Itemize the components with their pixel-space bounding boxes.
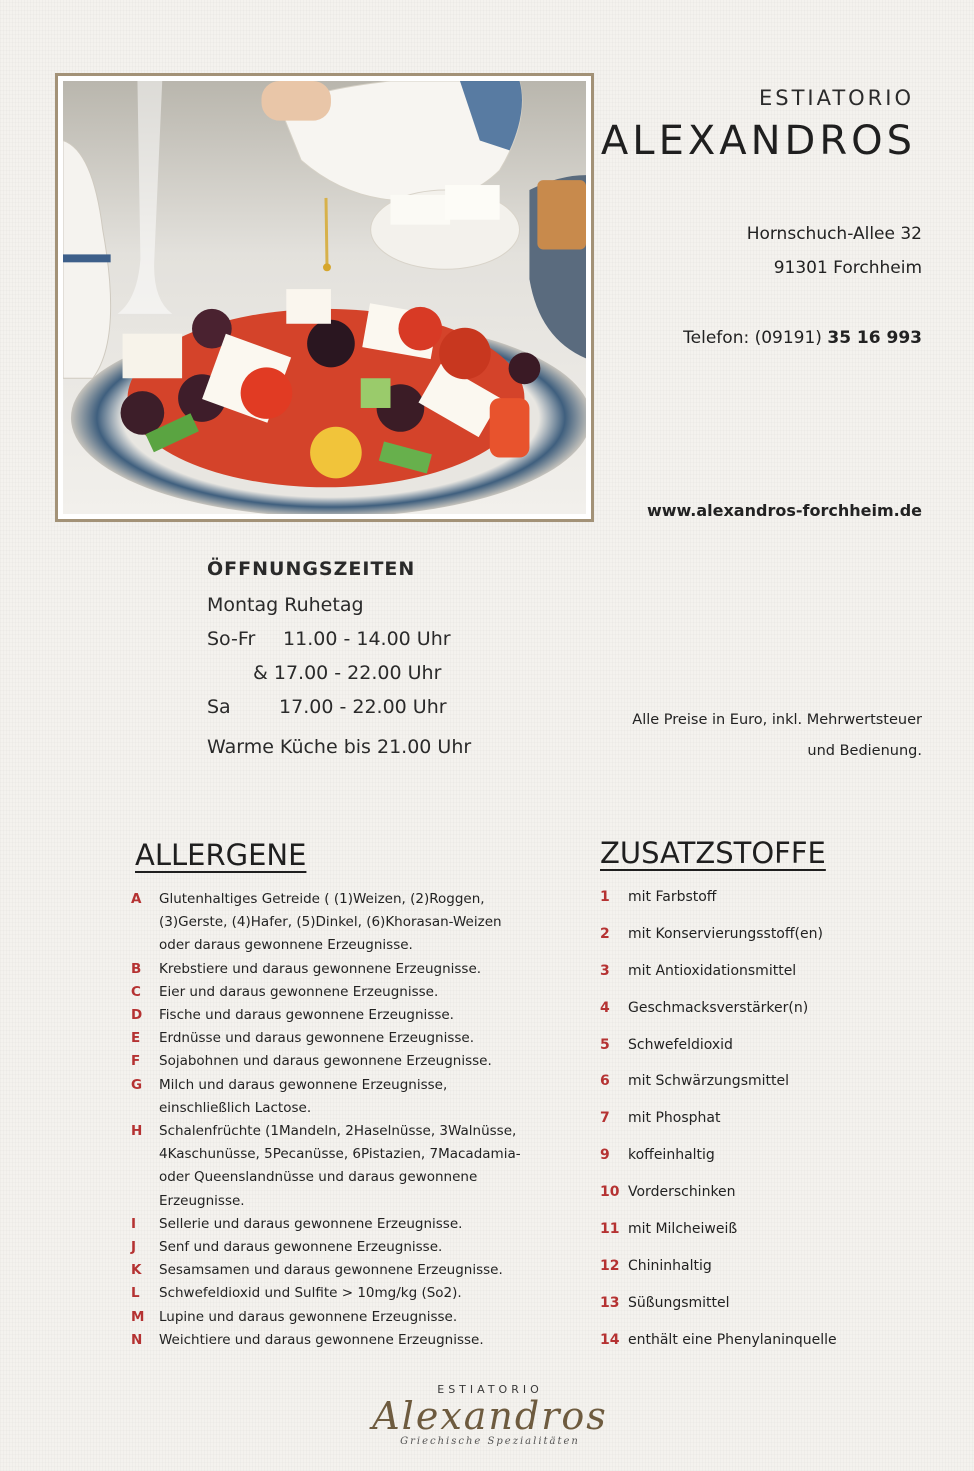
- allergen-item: [128, 1329, 548, 1352]
- allergen-item: [128, 1282, 548, 1305]
- allergen-text: Schalenfrüchte (1Mandeln, 2Haselnüsse, 3Walnüsse,: [159, 1123, 517, 1140]
- additive-text: Chininhaltig: [628, 1257, 712, 1274]
- allergen-text: Sesamsamen und daraus gewonnene Erzeugnisse.: [159, 1262, 503, 1279]
- additive-item: [598, 1140, 898, 1177]
- hours-sa-time: 17.00 - 22.00 Uhr: [279, 696, 447, 718]
- allergen-item: [128, 1027, 548, 1050]
- additive-number: 5: [600, 1036, 610, 1053]
- additive-number: 3: [600, 962, 610, 979]
- food-photo: [55, 73, 594, 522]
- allergen-text: oder Queenslandnüsse und daraus gewonnene: [159, 1169, 478, 1186]
- additive-text: Süßungsmittel: [628, 1294, 730, 1311]
- allergen-text: Sojabohnen und daraus gewonnene Erzeugnisse.: [159, 1053, 492, 1070]
- logo-script-text: Alexandros: [372, 1394, 608, 1438]
- allergen-item: [128, 1050, 548, 1073]
- allergen-letter: H: [131, 1123, 143, 1140]
- allergen-text: (3)Gerste, (4)Hafer, (5)Dinkel, (6)Khorasan-Weizen: [159, 914, 502, 931]
- additive-number: 9: [600, 1147, 610, 1164]
- allergen-letter: N: [131, 1331, 143, 1348]
- additive-item: [598, 1325, 898, 1362]
- price-note: [632, 705, 922, 767]
- allergen-text: einschließlich Lactose.: [159, 1099, 312, 1116]
- allergen-text: Sellerie und daraus gewonnene Erzeugnisse.: [159, 1215, 463, 1232]
- additive-number: 12: [600, 1257, 620, 1274]
- allergen-text: Eier und daraus gewonnene Erzeugnisse.: [159, 983, 439, 1000]
- additive-item: [598, 919, 898, 956]
- allergen-item: [128, 1004, 548, 1027]
- allergen-item: [128, 1259, 548, 1282]
- allergen-text: oder daraus gewonnene Erzeugnisse.: [159, 937, 413, 954]
- address-city: 91301 Forchheim: [773, 258, 922, 278]
- additive-item: [598, 956, 898, 993]
- brand-title: ALEXANDROS: [600, 118, 916, 164]
- additive-text: mit Konservierungsstoff(en): [628, 925, 823, 942]
- hours-monday: Montag Ruhetag: [207, 594, 364, 616]
- additive-number: 4: [600, 999, 610, 1016]
- opening-hours: [207, 558, 471, 764]
- phone-number[interactable]: 35 16 993: [827, 328, 922, 348]
- additives-list: [598, 882, 898, 1362]
- additive-number: 2: [600, 925, 610, 942]
- hours-warm-kitchen: Warme Küche bis 21.00 Uhr: [207, 736, 472, 758]
- hours-sofr-evening: [207, 656, 471, 690]
- allergen-item: [128, 1074, 548, 1120]
- additive-number: 6: [600, 1073, 610, 1090]
- allergen-text: Milch und daraus gewonnene Erzeugnisse,: [159, 1076, 448, 1093]
- additive-text: mit Schwärzungsmittel: [628, 1073, 789, 1090]
- allergen-letter: A: [131, 891, 142, 907]
- allergene-title: ALLERGENE: [135, 838, 307, 872]
- address-street: Hornschuch-Allee 32: [746, 224, 922, 244]
- additive-text: mit Milcheiweiß: [628, 1221, 738, 1238]
- additive-text: mit Phosphat: [628, 1110, 721, 1127]
- price-note-line2: und Bedienung.: [807, 743, 922, 759]
- additive-item: [598, 1288, 898, 1325]
- hours-sofr-time2: & 17.00 - 22.00 Uhr: [253, 662, 442, 684]
- logo-subtitle: Griechische Spezialitäten: [400, 1436, 580, 1447]
- hours-sofr-time1: 11.00 - 14.00 Uhr: [283, 628, 451, 650]
- additive-item: [598, 1214, 898, 1251]
- additive-item: [598, 1177, 898, 1214]
- additive-item: [598, 1103, 898, 1140]
- allergen-item: [128, 981, 548, 1004]
- allergen-item: [128, 1213, 548, 1236]
- additive-item: [598, 882, 898, 919]
- allergen-text: Glutenhaltiges Getreide ( (1)Weizen, (2)Roggen,: [159, 891, 485, 907]
- allergen-letter: C: [131, 983, 141, 1000]
- additive-item: [598, 993, 898, 1030]
- allergen-text: Fische und daraus gewonnene Erzeugnisse.: [159, 1007, 454, 1024]
- allergen-item: [128, 888, 548, 958]
- additive-number: 13: [600, 1294, 620, 1311]
- zusatzstoffe-title: ZUSATZSTOFFE: [600, 836, 826, 870]
- hours-sofr: [207, 622, 471, 656]
- phone-line: [683, 328, 922, 348]
- additive-text: koffeinhaltig: [628, 1147, 715, 1164]
- allergen-letter: I: [131, 1215, 137, 1232]
- allergen-letter: F: [131, 1053, 141, 1070]
- allergen-list: [128, 888, 548, 1352]
- additive-number: 7: [600, 1110, 610, 1127]
- opening-hours-title: ÖFFNUNGSZEITEN: [207, 558, 416, 580]
- allergen-item: [128, 958, 548, 981]
- allergen-item: [128, 1120, 548, 1213]
- website-link[interactable]: www.alexandros-forchheim.de: [646, 501, 922, 520]
- phone-label: Telefon: (09191): [683, 328, 822, 348]
- restaurant-logo: [360, 1383, 620, 1447]
- additive-number: 1: [600, 889, 610, 905]
- allergen-text: Erzeugnisse.: [159, 1192, 245, 1209]
- allergen-item: [128, 1236, 548, 1259]
- allergen-letter: K: [131, 1262, 142, 1279]
- allergen-text: Senf und daraus gewonnene Erzeugnisse.: [159, 1239, 443, 1256]
- additive-number: 10: [600, 1184, 620, 1201]
- greek-salad-photo: [63, 81, 586, 514]
- allergen-letter: B: [131, 960, 142, 977]
- additive-text: mit Antioxidationsmittel: [628, 962, 797, 979]
- allergen-letter: G: [131, 1076, 143, 1093]
- hours-sa-day: Sa: [207, 696, 231, 718]
- allergen-text: Lupine und daraus gewonnene Erzeugnisse.: [159, 1308, 458, 1325]
- price-note-line1: Alle Preise in Euro, inkl. Mehrwertsteuer: [632, 712, 922, 728]
- additive-number: 14: [600, 1331, 620, 1348]
- allergen-letter: L: [131, 1285, 140, 1302]
- allergen-text: Weichtiere und daraus gewonnene Erzeugnisse.: [159, 1331, 484, 1348]
- allergen-letter: D: [131, 1007, 143, 1024]
- hours-sofr-day: So-Fr: [207, 628, 256, 650]
- additive-item: [598, 1251, 898, 1288]
- additive-text: mit Farbstoff: [628, 889, 717, 905]
- allergen-text: Erdnüsse und daraus gewonnene Erzeugnisse.: [159, 1030, 475, 1047]
- additive-item: [598, 1066, 898, 1103]
- additive-text: Vorderschinken: [628, 1184, 736, 1201]
- allergen-letter: E: [131, 1030, 141, 1047]
- logo-small-text: ESTIATORIO: [437, 1383, 543, 1396]
- allergen-text: Krebstiere und daraus gewonnene Erzeugnisse.: [159, 960, 482, 977]
- allergen-text: Schwefeldioxid und Sulfite > 10mg/kg (So2).: [159, 1285, 462, 1302]
- hours-sa: [207, 690, 471, 724]
- additive-text: enthält eine Phenylaninquelle: [628, 1331, 837, 1348]
- additive-text: Schwefeldioxid: [628, 1036, 733, 1053]
- allergen-item: [128, 1306, 548, 1329]
- additive-text: Geschmacksverstärker(n): [628, 999, 809, 1016]
- allergen-letter: J: [131, 1239, 137, 1256]
- additive-item: [598, 1030, 898, 1067]
- brand-subtitle: ESTIATORIO: [758, 86, 914, 110]
- allergen-text: 4Kaschunüsse, 5Pecanüsse, 6Pistazien, 7Macadamia-: [159, 1146, 521, 1163]
- additive-number: 11: [600, 1221, 620, 1238]
- allergen-letter: M: [131, 1308, 145, 1325]
